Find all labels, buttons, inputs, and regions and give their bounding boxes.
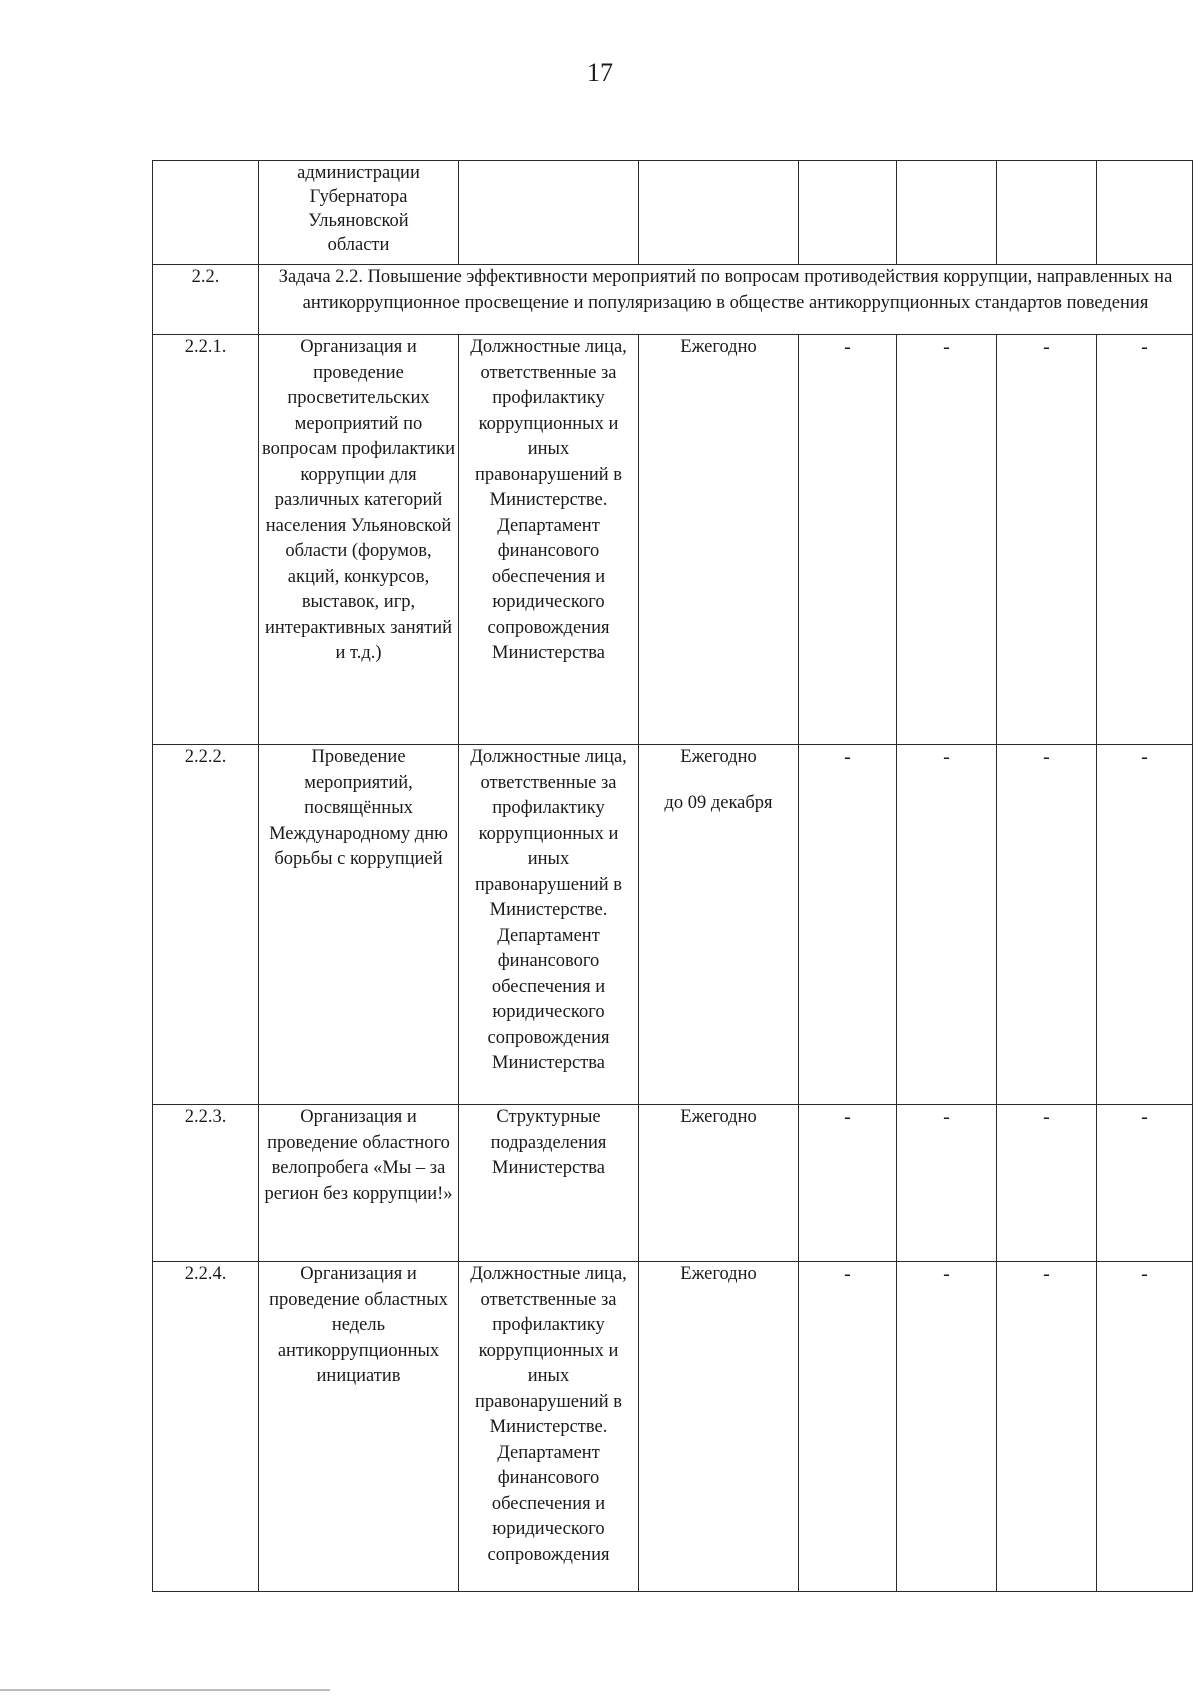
table-row [153, 335, 1193, 745]
row-term: Ежегодно [639, 1105, 799, 1262]
row-value-3: - [997, 335, 1097, 745]
action-plan-table [152, 160, 1193, 1592]
row-value-3: - [997, 745, 1097, 1105]
row-value-1: - [799, 1262, 897, 1592]
row-responsible: Структурные подразделения Министерства [459, 1105, 639, 1262]
table-row [153, 745, 1193, 1105]
cell-empty [897, 161, 997, 265]
page-number: 17 [587, 58, 613, 87]
row-value-2: - [897, 1105, 997, 1262]
row-value-2: - [897, 1262, 997, 1592]
row-responsible: Должностные лица, ответственные за профилактику коррупционных и иных правонарушений в Министерстве. Департамент финансового обеспечения и юридического сопровождения Министерства [459, 745, 639, 1105]
row-activity: Организация и проведение просветительских мероприятий по вопросам профилактики коррупции для различных категорий населения Ульяновской области (форумов, акций, конкурсов, выставок, игр, интерактивных занятий и т.д.) [259, 335, 459, 745]
row-activity: Организация и проведение областного велопробега «Мы – за регион без коррупции!» [259, 1105, 459, 1262]
row-value-2: - [897, 335, 997, 745]
cell-empty [799, 161, 897, 265]
row-responsible: Должностные лица, ответственные за профилактику коррупционных и иных правонарушений в Министерстве. Департамент финансового обеспечения и юридического сопровождения Министерства [459, 335, 639, 745]
row-value-1: - [799, 335, 897, 745]
row-activity: Проведение мероприятий, посвящённых Международному дню борьбы с коррупцией [259, 745, 459, 1105]
row-term: Ежегодно [639, 335, 799, 745]
row-value-4: - [1097, 1262, 1193, 1592]
scan-edge-line [0, 1689, 330, 1691]
table-row [153, 1105, 1193, 1262]
cell-empty [997, 161, 1097, 265]
task-row [153, 265, 1193, 335]
row-number: 2.2.3. [153, 1105, 259, 1262]
cell-empty [639, 161, 799, 265]
cell-executor-continued: администрации Губернатора Ульяновской области [259, 161, 459, 265]
row-responsible: Должностные лица, ответственные за профилактику коррупционных и иных правонарушений в Министерстве. Департамент финансового обеспечения и юридического сопровождения [459, 1262, 639, 1592]
row-number: 2.2.2. [153, 745, 259, 1105]
table-row [153, 1262, 1193, 1592]
row-value-3: - [997, 1262, 1097, 1592]
task-title: Задача 2.2. Повышение эффективности мероприятий по вопросам противодействия коррупции, направленных на антикоррупционное просвещение и популяризацию в обществе антикоррупционных стандартов поведения [259, 265, 1193, 335]
row-activity: Организация и проведение областных недель антикоррупционных инициатив [259, 1262, 459, 1592]
row-value-4: - [1097, 335, 1193, 745]
row-term-deadline: до 09 декабря [664, 792, 773, 813]
row-value-3: - [997, 1105, 1097, 1262]
row-term: Ежегодно до 09 декабря [639, 745, 799, 1105]
task-number: 2.2. [153, 265, 259, 335]
row-value-2: - [897, 745, 997, 1105]
cell-empty [1097, 161, 1193, 265]
row-number: 2.2.4. [153, 1262, 259, 1592]
row-value-4: - [1097, 1105, 1193, 1262]
cell-empty [459, 161, 639, 265]
row-value-1: - [799, 745, 897, 1105]
row-value-1: - [799, 1105, 897, 1262]
row-number: 2.2.1. [153, 335, 259, 745]
row-value-4: - [1097, 745, 1193, 1105]
table-row-continued [153, 161, 1193, 265]
cell-num [153, 161, 259, 265]
row-term: Ежегодно [639, 1262, 799, 1592]
